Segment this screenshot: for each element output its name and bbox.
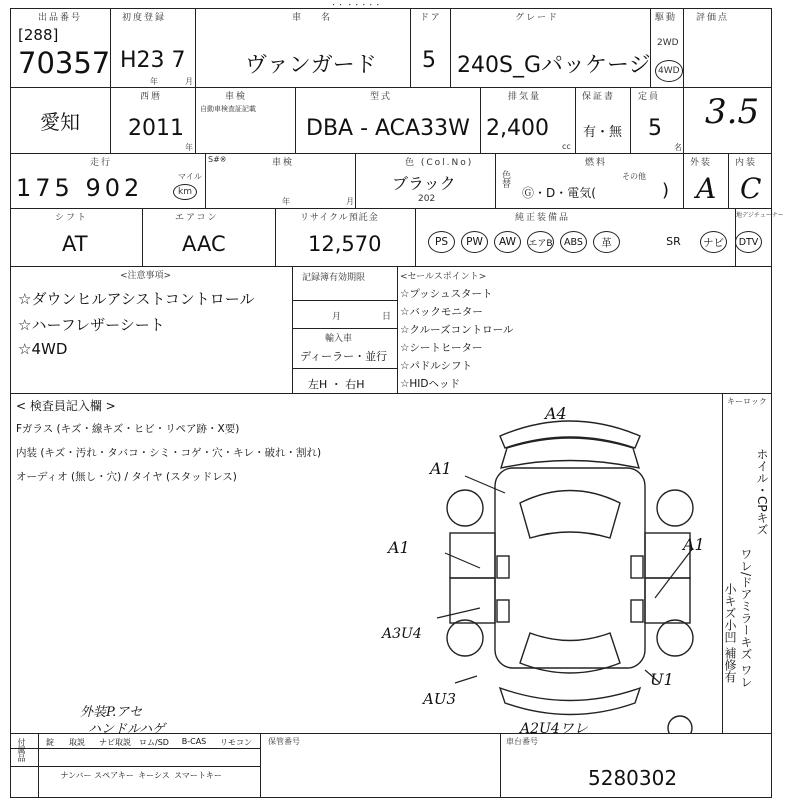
lot-number: 70357	[18, 46, 111, 80]
equipment-item: ナビ	[700, 231, 727, 253]
lot-label: 出品番号	[38, 13, 83, 23]
sales-item: ☆パドルシフト	[400, 360, 472, 372]
inspector-line: オーディオ (無し・穴) / タイヤ (スタッドレス)	[16, 471, 237, 483]
equipment-item: SR	[666, 235, 681, 248]
fuel-type: Ⓖ・D・電気(	[522, 186, 596, 200]
auction-sheet: 出品番号 [288] 70357 初度登録 H23 7 年 月 車名 ヴァンガード ドア 5 グレード 240S_Gパッケージ 駆動 2WD 4WD 評価点 3.5 愛知 西暦 2011 年 車検 自動車検査証記載 型式 DBA - ACA33W 排気量 2,400 cc 保証書 有・無 定員 5 名 走行 175 902 マイル km S#※ 車検 年 月 色 (Col.No) ブラック 202 色替 燃料 Ⓖ・D・電気( その他 ) 外装 A 内装 C シフト AT エアコン AAC リサイクル預託金 12,570 純正装備品 地デジチューナー PS PW AW エアB ABS 革 SR ナビ DTV <注意事項> ☆ダウンヒルアシストコントロール ☆ハーフレザーシート ☆4WD 記録簿有効期限 月 日 輸入車 ディーラー・並行 左H ・ 右H <セールスポイント> ☆プッシュスタート ☆バックモニター ☆クルーズコントロール ☆シートヒーター ☆パドルシフト ☆HIDヘッド < 検査員記入欄 > Fガラス (キズ・線キズ・ヒビ・リペア跡・X要) 内装 (キズ・汚れ・タバコ・シミ・コゲ・穴・キレ・破れ・割れ) オーディオ (無し・穴) / タイヤ (スタッドレス) 外装P.アセ ハンドルハゲ キーロック ホイル・CPキズ ワレ/ドアミラーキズ ワレ 小キズ小凹 補修有 A4 A1 A1 A1 A3U4 AU3 A2U4ワレ U1 付属品 錠 取説 ナビ取説 ロム/SD B-CAS リモコン ナンバー スペアキー キーシス スマートキー 保管番号 車台番号 5280302	[10, 8, 772, 798]
inspector-line: 内装 (キズ・汚れ・タバコ・シミ・コゲ・穴・キレ・破れ・割れ)	[16, 447, 322, 459]
lot-bracket: [288]	[18, 26, 59, 44]
interior-grade: C	[740, 172, 762, 205]
damage-mark: A2U4ワレ	[520, 721, 588, 737]
region: 愛知	[40, 110, 80, 134]
inspector-line: Fガラス (キズ・線キズ・ヒビ・リペア跡・X要)	[16, 423, 240, 435]
grade-value: 240S_Gパッケージ	[457, 53, 651, 78]
score-value: 3.5	[705, 92, 760, 132]
mileage: 175 902	[16, 174, 144, 202]
handwritten-note: 外装P.アセ	[80, 705, 143, 720]
chassis-number: 5280302	[588, 766, 678, 790]
inspector-label: < 検査員記入欄 >	[16, 399, 116, 413]
recycle-fee: 12,570	[308, 232, 382, 256]
damage-mark: U1	[650, 670, 674, 689]
equipment-item: AW	[494, 231, 521, 253]
capacity: 5	[648, 116, 662, 141]
import-type: ディーラー・並行	[300, 350, 388, 363]
grade-label: グレード	[515, 13, 560, 23]
doors-value: 5	[422, 48, 436, 73]
displacement: 2,400	[486, 116, 549, 141]
damage-mark: A4	[545, 404, 567, 423]
shift-value: AT	[62, 232, 88, 256]
ac-value: AAC	[182, 232, 226, 256]
sales-item: ☆バックモニター	[400, 306, 483, 318]
handwritten-note: ハンドルハゲ	[88, 722, 166, 737]
damage-mark: AU3	[423, 690, 457, 708]
sales-item: ☆シートヒーター	[400, 342, 483, 354]
sales-item: ☆クルーズコントロール	[400, 324, 514, 336]
damage-mark: A1	[683, 535, 705, 554]
damage-mark: A1	[430, 459, 452, 478]
top-fragment: ・・ ・・・・・	[330, 1, 382, 9]
note-item: ☆4WD	[18, 340, 68, 358]
color-name: ブラック	[392, 174, 456, 193]
equipment-item: PW	[461, 231, 488, 253]
warranty: 有・無	[583, 125, 623, 140]
note-item: ☆ハーフレザーシート	[18, 316, 165, 334]
drive-label: 駆動	[655, 13, 678, 23]
drive-4wd: 4WD	[658, 66, 680, 76]
first-reg-label: 初度登録	[122, 13, 167, 23]
equipment-item: DTV	[735, 231, 762, 253]
doors-label: ドア	[420, 13, 442, 23]
vertical-note: 小キズ小凹 補修有	[723, 583, 737, 683]
equipment-item: ABS	[560, 231, 587, 253]
notes-label: <注意事項>	[120, 271, 172, 281]
equipment-item: エアB	[527, 231, 554, 253]
equipment-item: PS	[428, 231, 455, 253]
sales-item: ☆プッシュスタート	[400, 288, 493, 300]
drive-2wd: 2WD	[657, 38, 679, 48]
sales-label: <セールスポイント>	[400, 272, 487, 282]
note-item: ☆ダウンヒルアシストコントロール	[18, 290, 255, 308]
sales-item: ☆HIDヘッド	[400, 378, 460, 390]
first-reg-value: H23 7	[120, 48, 186, 73]
vertical-note: ワレ/ドアミラーキズ ワレ	[739, 548, 753, 688]
score-label: 評価点	[696, 13, 730, 23]
model-year: 2011	[128, 116, 184, 141]
exterior-grade: A	[696, 172, 717, 205]
steering-side: 左H ・ 右H	[308, 378, 365, 391]
damage-mark: A3U4	[382, 626, 422, 642]
model-name: ヴァンガード	[245, 53, 377, 78]
vertical-note: ホイル・CPキズ	[755, 448, 769, 536]
equipment-item: 革	[593, 231, 620, 253]
damage-mark: A1	[388, 538, 410, 557]
model-code: DBA - ACA33W	[306, 116, 470, 141]
key-lock-label: キーロック	[727, 397, 767, 406]
model-label: 車名	[292, 13, 351, 23]
